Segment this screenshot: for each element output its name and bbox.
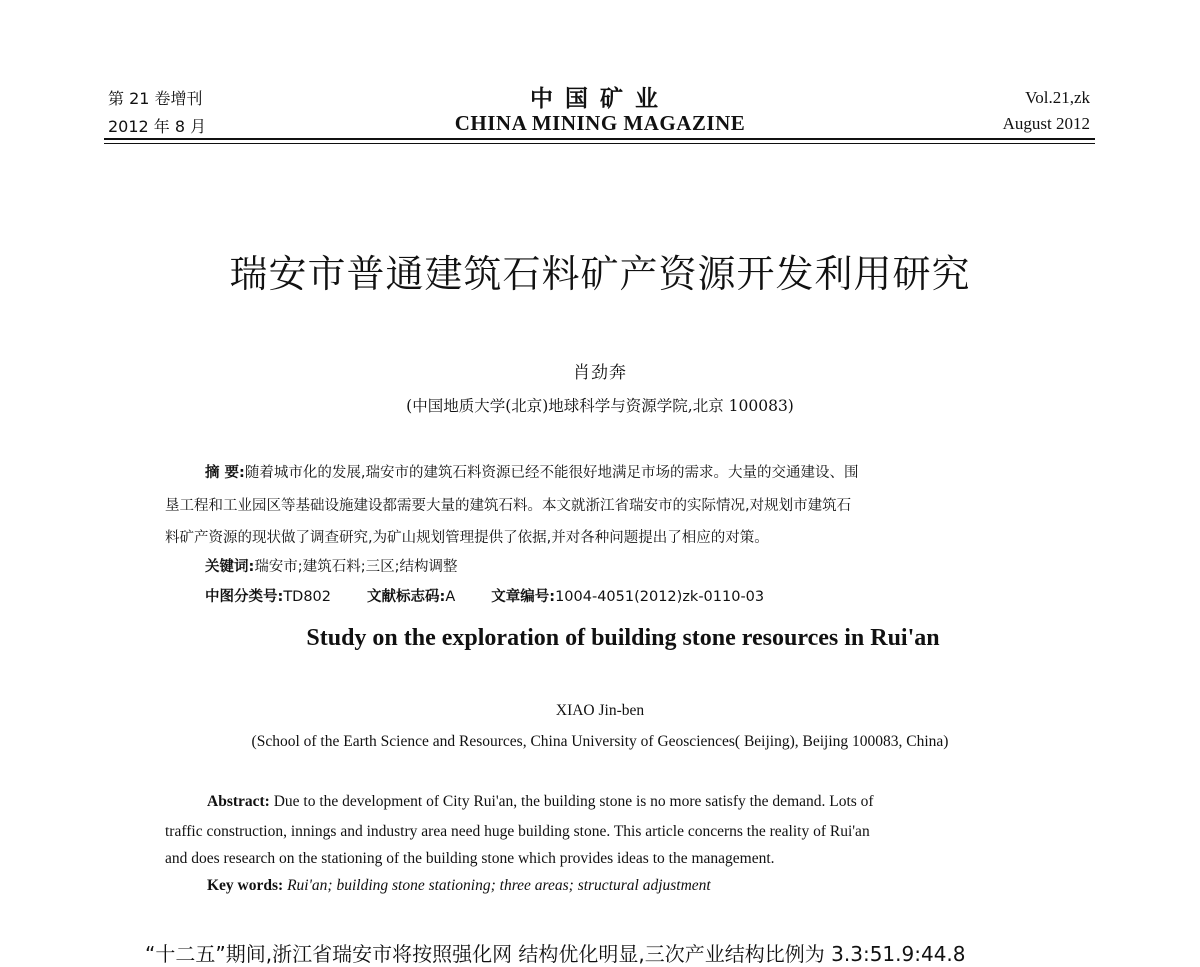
keywords-label-cn: 关键词:	[205, 559, 255, 575]
article-no-label: 文章编号:	[491, 589, 556, 605]
doc-code-value: A	[445, 589, 456, 605]
abstract-label-cn: 摘 要:	[205, 465, 245, 481]
abstract-en-line-3: and does research on the stationing of the building stone which provides ideas to the management.	[165, 850, 775, 867]
article-title-en: Study on the exploration of building stone resources in Rui'an	[306, 625, 940, 651]
article-no-value: 1004-4051(2012)zk-0110-03	[555, 589, 765, 605]
clc-value: TD802	[283, 589, 332, 605]
abstract-cn-line-3: 料矿产资源的现状做了调查研究,为矿山规划管理提供了依据,并对各种问题提出了相应的对策。	[165, 530, 769, 546]
keywords-cn-text: 瑞安市;建筑石料;三区;结构调整	[254, 559, 458, 575]
author-cn: 肖劲奔	[573, 363, 627, 383]
keywords-en-text: Rui'an; building stone stationing; three areas; structural adjustment	[287, 877, 711, 894]
abstract-en-line-2: traffic construction, innings and industry area need huge building stone. This article concerns the reality of Rui'an	[165, 823, 870, 840]
author-en: XIAO Jin-ben	[555, 702, 645, 719]
issue-date-cn: 2012 年 8 月	[108, 117, 207, 136]
abstract-label-en: Abstract:	[207, 793, 270, 810]
header-rule-thin	[104, 143, 1095, 144]
abstract-cn-line-2: 垦工程和工业园区等基础设施建设都需要大量的建筑石料。本文就浙江省瑞安市的实际情况,对规划市建筑石	[165, 498, 852, 514]
doc-code-label: 文献标志码:	[367, 589, 446, 605]
header-rule-thick	[104, 138, 1095, 140]
clc-label: 中图分类号:	[205, 589, 284, 605]
journal-name-cn: 中国矿业	[530, 86, 670, 112]
keywords-cn	[205, 555, 457, 576]
abstract-cn-line-1	[205, 461, 858, 482]
journal-name-en: CHINA MINING MAGAZINE	[454, 111, 746, 135]
body-text-cutoff: “十二五”期间,浙江省瑞安市将按照强化网 结构优化明显,三次产业结构比例为 3.3:51.9:44.8	[145, 942, 966, 966]
volume-label-cn: 第 21 卷增刊	[108, 89, 203, 108]
abstract-en-text-1: Due to the development of City Rui'an, the building stone is no more satisfy the demand. Lots of	[273, 793, 874, 810]
issue-date-en: August 2012	[1002, 114, 1090, 133]
article-title-cn: 瑞安市普通建筑石料矿产资源开发利用研究	[229, 252, 971, 296]
affiliation-cn: (中国地质大学(北京)地球科学与资源学院,北京 100083)	[406, 397, 794, 415]
keywords-label-en: Key words:	[207, 877, 284, 894]
classification-line	[205, 585, 764, 606]
affiliation-en: (School of the Earth Science and Resources, China University of Geosciences( Beijing), Beijing 100083, China)	[251, 733, 949, 750]
abstract-en-line-1	[207, 793, 874, 811]
keywords-en	[207, 877, 711, 895]
volume-label-en: Vol.21,zk	[1025, 88, 1090, 107]
abstract-cn-text-1: 随着城市化的发展,瑞安市的建筑石料资源已经不能很好地满足市场的需求。大量的交通建设、围	[244, 465, 859, 481]
